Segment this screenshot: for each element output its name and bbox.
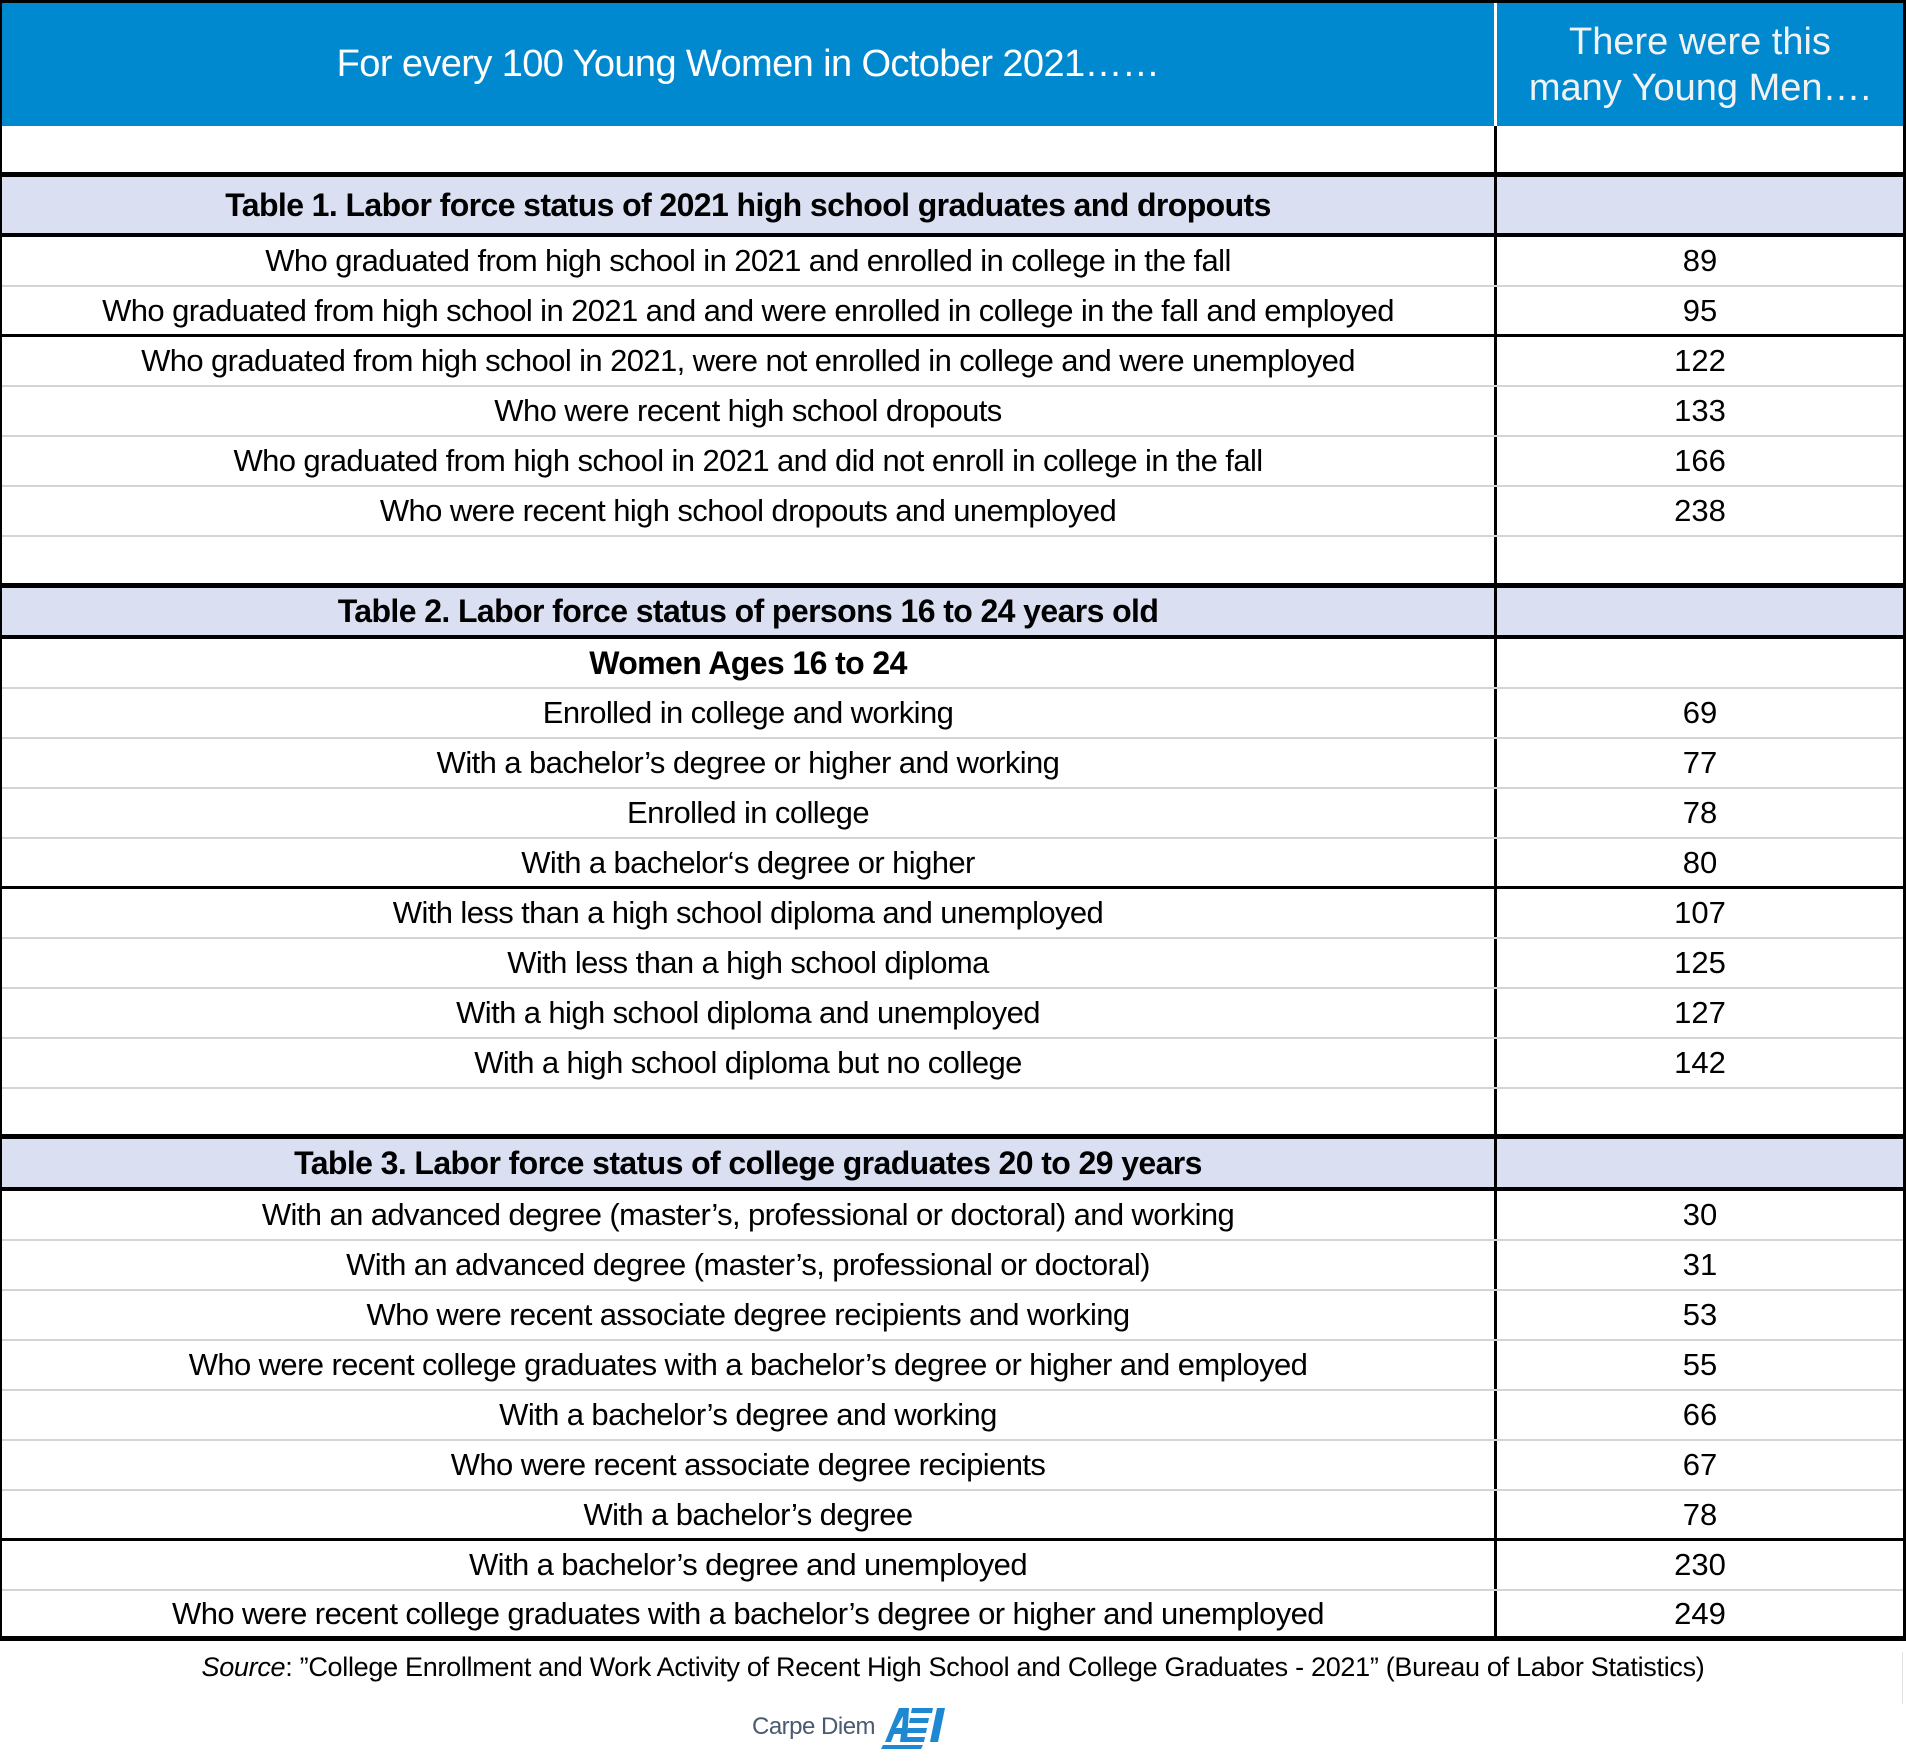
row-label: With a bachelor’s degree and unemployed [2,1541,1497,1589]
logo-text: Carpe Diem [752,1713,876,1740]
table-row [2,689,1903,739]
table-row [2,1039,1903,1089]
row-label: Who were recent high school dropouts [2,387,1497,435]
row-label: With an advanced degree (master’s, professional or doctoral) [2,1241,1497,1289]
spacer-cell [1497,126,1903,172]
section-value-cell [1497,1139,1903,1187]
row-value: 53 [1682,1297,1718,1332]
cell-edge-divider [1902,1652,1903,1704]
row-label: With less than a high school diploma and unemployed [2,889,1497,937]
row-label: Who were recent associate degree recipients and working [2,1291,1497,1339]
header-men-line1: There were this [1569,20,1831,63]
row-value: 249 [1674,1595,1726,1631]
row-value: 127 [1674,995,1726,1030]
table-row [2,789,1903,839]
carpe-diem-aei-logo [752,1704,957,1750]
row-label: With a bachelor‘s degree or higher [2,839,1497,886]
spacer-cell [2,537,1497,583]
row-value: 30 [1682,1197,1718,1232]
row-value: 89 [1682,243,1718,278]
row-value: 77 [1682,745,1718,780]
row-value: 142 [1674,1045,1726,1080]
row-label: Enrolled in college [2,789,1497,837]
section-title: Table 3. Labor force status of college graduates 20 to 29 years [2,1139,1497,1187]
table-row [2,237,1903,287]
row-label: Enrolled in college and working [2,689,1497,737]
row-label: With a high school diploma and unemployed [2,989,1497,1037]
row-value: 66 [1682,1397,1718,1432]
table-row [2,437,1903,487]
row-label: With an advanced degree (master’s, professional or doctoral) and working [2,1191,1497,1239]
subheading-value-cell [1497,639,1903,687]
table-row [2,1591,1903,1641]
header-men-line2: many Young Men…. [1528,66,1872,109]
row-value: 78 [1682,1496,1718,1532]
row-label: Who were recent college graduates with a bachelor’s degree or higher and unemployed [2,1591,1497,1636]
section-value-cell [1497,588,1903,635]
source-text: : ”College Enrollment and Work Activity of Recent High School and College Graduates - 2021” (Bureau of Labor Statistics) [285,1652,1705,1682]
row-label: With a bachelor’s degree [2,1491,1497,1538]
row-label: Who graduated from high school in 2021, were not enrolled in college and were unemployed [2,337,1497,385]
spacer-cell [2,126,1497,172]
table-row [2,739,1903,789]
spacer-cell [1497,537,1903,583]
row-label: Who graduated from high school in 2021 and enrolled in college in the fall [2,237,1497,285]
row-value: 238 [1674,493,1726,528]
row-value: 55 [1682,1347,1718,1382]
spacer-row [2,1089,1903,1139]
aei-logo-icon [881,1704,957,1750]
row-label: With less than a high school diploma [2,939,1497,987]
table-row [2,287,1903,337]
row-value: 230 [1674,1547,1726,1582]
table-row [2,939,1903,989]
section-value-cell [1497,177,1903,233]
table-row [2,487,1903,537]
table-row [2,1391,1903,1441]
row-value: 166 [1674,443,1726,478]
row-value: 78 [1682,795,1718,830]
table-row [2,1341,1903,1391]
table-row [2,1541,1903,1591]
table1-title-row [2,177,1903,237]
table-row [2,1291,1903,1341]
row-value: 31 [1682,1247,1718,1282]
table-row [2,337,1903,387]
row-label: Who graduated from high school in 2021 and and were enrolled in college in the fall and employed [2,287,1497,334]
table2-subheading-row [2,639,1903,689]
row-label: With a bachelor’s degree or higher and working [2,739,1497,787]
row-value: 69 [1682,695,1718,730]
table-row [2,1441,1903,1491]
row-value: 125 [1674,945,1726,980]
row-label: Who were recent high school dropouts and unemployed [2,487,1497,535]
section-title: Table 1. Labor force status of 2021 high school graduates and dropouts [2,177,1497,233]
table-row [2,1191,1903,1241]
source-label: Source [201,1652,286,1682]
row-label: Who were recent associate degree recipients [2,1441,1497,1489]
subheading: Women Ages 16 to 24 [2,639,1497,687]
row-label: With a bachelor’s degree and working [2,1391,1497,1439]
spacer-cell [2,1089,1497,1134]
table-row [2,889,1903,939]
table-row [2,1491,1903,1541]
table-header-row [2,3,1903,126]
row-label: Who were recent college graduates with a bachelor’s degree or higher and employed [2,1341,1497,1389]
spacer-cell [1497,1089,1903,1134]
header-men-cell [1497,3,1903,126]
row-value: 80 [1682,844,1718,880]
table-row [2,387,1903,437]
table-row [2,839,1903,889]
row-value: 67 [1682,1447,1718,1482]
row-value: 122 [1674,343,1726,378]
row-label: Who graduated from high school in 2021 and did not enroll in college in the fall [2,437,1497,485]
spacer-row [2,537,1903,588]
row-value: 133 [1674,393,1726,428]
row-label: With a high school diploma but no college [2,1039,1497,1087]
table-row [2,1241,1903,1291]
header-women-cell: For every 100 Young Women in October 2021…… [2,3,1497,126]
table2-title-row [2,588,1903,639]
table-row [2,989,1903,1039]
table3-title-row [2,1139,1903,1191]
section-title: Table 2. Labor force status of persons 16 to 24 years old [2,588,1497,635]
row-value: 95 [1682,292,1718,328]
row-value: 107 [1674,895,1726,930]
source-note [0,1652,1906,1700]
spacer-row [2,126,1903,177]
